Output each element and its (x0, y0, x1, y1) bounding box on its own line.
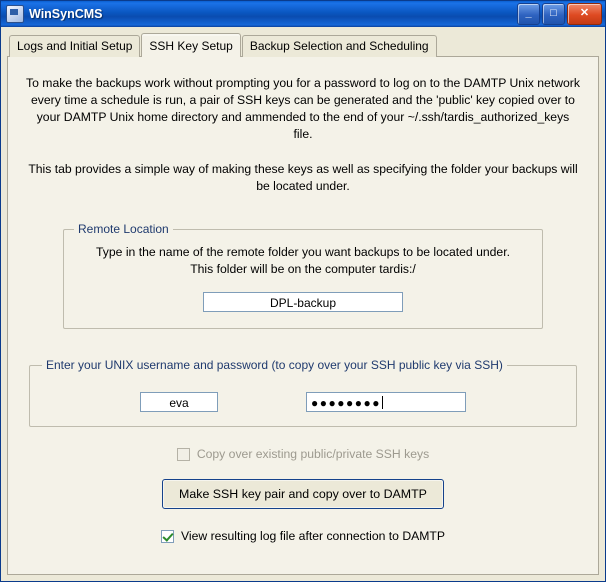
copy-existing-keys-checkbox[interactable] (177, 448, 190, 461)
intro-paragraph-1: To make the backups work without prompting you for a password to log on to the DAMTP Unix network every time a schedule is run, a pair of SSH keys can be generated and the 'public' key copied over to your DAMTP Unix home directory and ammended to the end of your ~/.ssh/tardis_authorized_keys file. (26, 76, 580, 141)
username-input[interactable]: eva (140, 392, 218, 412)
view-log-checkbox[interactable] (161, 530, 174, 543)
tab-ssh-key-setup[interactable]: SSH Key Setup (141, 33, 240, 57)
copy-existing-keys-label: Copy over existing public/private SSH keys (196, 447, 430, 461)
tab-panel-ssh-key-setup (7, 56, 599, 575)
title-bar (1, 1, 605, 27)
intro-paragraph-2: This tab provides a simple way of making these keys as well as specifying the folder your backups will be located under. (28, 162, 578, 193)
unix-credentials-legend: Enter your UNIX username and password (to copy over your SSH public key via SSH) (42, 358, 507, 372)
remote-location-description: Type in the name of the remote folder you want backups to be located under. This folder will be on the computer tardis:/ (96, 245, 510, 276)
maximize-icon: □ (550, 7, 557, 19)
view-log-label: View resulting log file after connection to DAMTP (181, 529, 445, 543)
remote-location-group (63, 222, 543, 329)
remote-folder-input[interactable]: DPL-backup (203, 292, 403, 312)
close-button[interactable] (567, 3, 602, 25)
password-input[interactable]: ●●●●●●●● (306, 392, 466, 412)
window-controls (517, 3, 602, 25)
copy-existing-keys-row[interactable] (20, 447, 586, 461)
credentials-row (44, 392, 562, 412)
text-caret (382, 396, 383, 409)
minimize-icon: _ (525, 7, 532, 19)
minimize-button[interactable] (517, 3, 540, 25)
app-icon (6, 5, 24, 23)
make-key-button-row (20, 479, 586, 509)
remote-location-legend: Remote Location (74, 222, 173, 236)
tab-logs-and-initial-setup[interactable]: Logs and Initial Setup (9, 35, 140, 57)
tab-backup-selection-and-scheduling[interactable]: Backup Selection and Scheduling (242, 35, 437, 57)
view-log-row[interactable] (20, 529, 586, 543)
client-area (1, 27, 605, 581)
tab-strip (7, 33, 599, 57)
unix-credentials-group (29, 358, 577, 427)
window-title: WinSynCMS (29, 7, 103, 21)
maximize-button[interactable] (542, 3, 565, 25)
make-ssh-key-pair-button[interactable]: Make SSH key pair and copy over to DAMTP (162, 479, 444, 509)
close-icon: ✕ (579, 7, 590, 19)
